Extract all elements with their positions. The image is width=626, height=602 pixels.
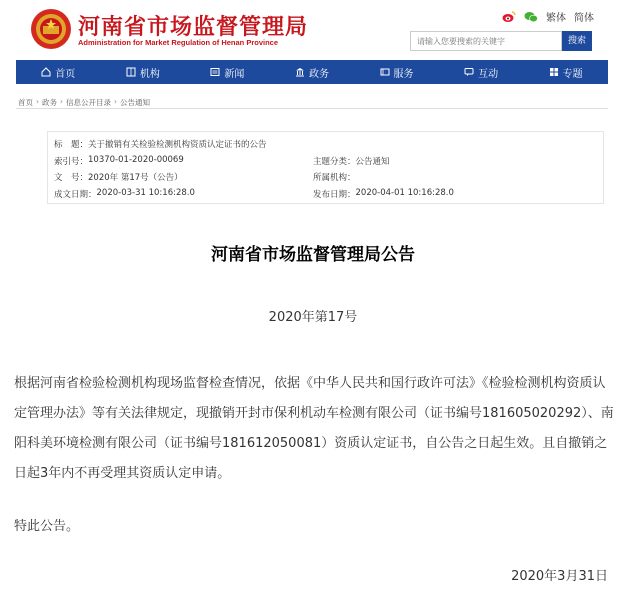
nav-item-service[interactable] xyxy=(380,65,414,80)
meta-category-row xyxy=(313,155,390,167)
lang-simplified-link[interactable]: 简体 xyxy=(574,13,594,24)
meta-title-value: 关于撤销有关检验检测机构资质认定证书的公告 xyxy=(88,140,267,150)
meta-org-row xyxy=(313,171,356,183)
site-subtitle: Administration for Market Regulation of Henan Province xyxy=(78,38,279,47)
national-emblem-icon xyxy=(30,8,72,50)
breadcrumb-separator: › xyxy=(60,97,63,106)
meta-published-key: 发布日期： xyxy=(313,190,356,200)
nav-item-label: 服务 xyxy=(393,68,414,80)
wechat-icon[interactable] xyxy=(524,11,538,23)
breadcrumb-home[interactable]: 首页 xyxy=(18,98,33,107)
article-date: 2020年3月31日 xyxy=(511,569,608,584)
interaction-icon xyxy=(464,67,474,77)
breadcrumb-notices[interactable]: 公告通知 xyxy=(120,98,150,107)
meta-created-key: 成文日期： xyxy=(54,190,97,200)
nav-item-label: 机构 xyxy=(139,68,160,80)
breadcrumb-separator: › xyxy=(114,97,117,106)
lang-traditional-link[interactable]: 繁体 xyxy=(546,13,566,24)
document-meta-box xyxy=(47,131,604,204)
nav-item-home[interactable] xyxy=(41,65,75,80)
meta-docno-key: 文 号： xyxy=(54,173,89,183)
divider xyxy=(16,108,608,109)
article-title: 河南省市场监督管理局公告 xyxy=(211,245,415,265)
meta-index-row xyxy=(54,155,184,167)
topic-icon xyxy=(549,67,559,77)
meta-index-key: 索引号： xyxy=(54,157,89,167)
nav-item-interaction[interactable] xyxy=(464,65,498,80)
nav-item-label: 互动 xyxy=(478,68,499,80)
breadcrumb xyxy=(18,97,150,108)
main-nav xyxy=(16,60,608,84)
meta-title-row xyxy=(54,138,267,150)
site-title[interactable]: 河南省市场监督管理局 xyxy=(78,15,309,40)
meta-index-value: 10370-01-2020-00069 xyxy=(88,155,184,165)
article-body: 根据河南省检验检测机构现场监督检查情况，依据《中华人民共和国行政许可法》《检验检测机构资质认定管理办法》等有关法律规定，现撤销开封市保利机动车检测有限公司（证书编号181605020292）、南阳科美环境检测有限公司（证书编号181612050081）资质认定证书，自公告之日起生效。且自撤销之日起3年内不再受理其资质认定申请。 xyxy=(14,376,614,481)
meta-category-key: 主题分类： xyxy=(313,157,356,167)
news-icon xyxy=(210,67,220,77)
government-icon xyxy=(295,67,305,77)
breadcrumb-separator: › xyxy=(36,97,39,106)
meta-title-key: 标 题： xyxy=(54,140,89,150)
nav-item-label: 新闻 xyxy=(224,68,245,80)
search-button[interactable]: 搜索 xyxy=(562,31,592,51)
organization-icon xyxy=(126,67,136,77)
meta-docno-row xyxy=(54,171,183,183)
nav-item-label: 专题 xyxy=(562,68,583,80)
meta-published-value: 2020-04-01 10:16:28.0 xyxy=(355,188,454,198)
meta-published-row xyxy=(313,188,454,200)
breadcrumb-government[interactable]: 政务 xyxy=(42,98,57,107)
weibo-icon[interactable] xyxy=(502,11,516,23)
nav-item-label: 首页 xyxy=(55,68,76,80)
nav-item-government[interactable] xyxy=(295,65,329,80)
nav-item-news[interactable] xyxy=(210,65,244,80)
breadcrumb-info-disclosure[interactable]: 信息公开目录 xyxy=(66,98,111,107)
meta-org-key: 所属机构： xyxy=(313,173,356,183)
nav-item-label: 政务 xyxy=(308,68,329,80)
nav-item-topic[interactable] xyxy=(549,65,583,80)
meta-category-value: 公告通知 xyxy=(355,157,390,167)
meta-docno-value: 2020年 第17号（公告） xyxy=(88,173,183,183)
top-links xyxy=(502,9,594,24)
site-header xyxy=(0,0,626,60)
search-input[interactable] xyxy=(410,31,562,51)
document-number: 2020年第17号 xyxy=(268,310,358,325)
nav-item-organization[interactable] xyxy=(126,65,160,80)
meta-created-row xyxy=(54,188,195,200)
home-icon xyxy=(41,67,51,77)
service-icon xyxy=(380,67,390,77)
meta-created-value: 2020-03-31 10:16:28.0 xyxy=(96,188,195,198)
article-closing: 特此公告。 xyxy=(14,519,80,534)
